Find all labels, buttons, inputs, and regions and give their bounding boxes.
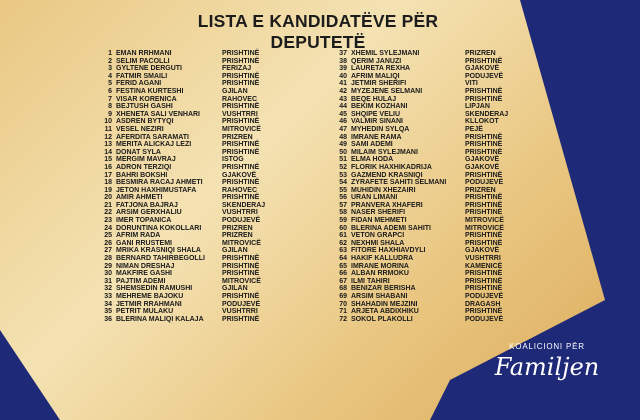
candidate-number: 18 <box>104 179 112 187</box>
candidate-name: DORUNTINA KOKOLLARI <box>116 224 202 232</box>
candidate-city: PRISHTINË <box>465 201 503 209</box>
candidate-row <box>100 65 282 73</box>
candidate-name: FATMIR SMAILI <box>116 72 168 80</box>
candidate-city: GJAKOVË <box>222 171 257 179</box>
candidate-city: PRISHTINË <box>222 315 260 323</box>
candidate-row <box>100 247 282 255</box>
candidate-row <box>335 118 525 126</box>
candidate-city: PRISHTINË <box>222 293 260 300</box>
candidate-name: ARJETA ABDIXHIKU <box>351 308 419 316</box>
candidate-row <box>335 111 525 119</box>
candidate-number: 61 <box>339 232 347 240</box>
candidate-row <box>100 50 282 58</box>
candidate-city: VUSHTRRI <box>222 110 258 118</box>
candidate-name: VISAR KORENICA <box>116 95 177 103</box>
candidate-row <box>100 202 282 210</box>
candidate-row <box>100 209 282 217</box>
candidate-city: PODUJEVË <box>465 179 504 187</box>
candidate-row <box>100 179 282 187</box>
candidate-name: SHEMSEDIN RAMUSHI <box>116 285 193 293</box>
candidate-number: 5 <box>108 80 112 88</box>
candidate-city: GJILAN <box>222 87 248 95</box>
candidate-number: 59 <box>339 217 347 225</box>
candidate-number: 15 <box>104 156 112 164</box>
candidate-name: VETON GRAPCI <box>351 232 405 240</box>
candidate-number: 25 <box>104 232 112 240</box>
candidate-row <box>335 96 525 104</box>
candidate-city: PRISHTINË <box>465 95 503 103</box>
candidate-number: 57 <box>339 201 347 209</box>
candidate-row <box>100 164 282 172</box>
candidate-city: PRISHTINË <box>465 285 503 293</box>
candidate-row <box>100 126 282 134</box>
candidate-name: QERIM JANUZI <box>351 57 402 65</box>
candidate-number: 42 <box>339 87 347 95</box>
candidate-name: BEQË HULAJ <box>351 95 397 103</box>
candidate-city: VUSHTRRI <box>465 255 501 263</box>
candidate-number: 47 <box>339 125 347 133</box>
candidate-number: 6 <box>108 87 112 95</box>
candidate-row <box>335 80 525 88</box>
candidate-name: ILMI TAHIRI <box>351 277 390 285</box>
candidate-city: MITROVICË <box>222 239 261 247</box>
candidate-name: GAZMEND KRASNIQI <box>351 171 423 179</box>
candidate-city: PRIZREN <box>222 133 253 141</box>
candidate-row <box>335 255 525 263</box>
candidate-city: PRISHTINË <box>222 118 260 126</box>
candidate-number: 2 <box>108 57 112 65</box>
candidate-number: 27 <box>104 247 112 255</box>
candidate-row <box>100 278 282 286</box>
candidate-name: FITORE HAXHIAVDYLI <box>351 247 426 255</box>
candidate-city: MITROVICË <box>465 217 504 225</box>
candidate-name: ELMA HODA <box>351 156 394 164</box>
candidate-row <box>335 308 525 316</box>
candidate-name: VALMIR SINANI <box>351 118 403 126</box>
candidate-list-left <box>100 50 282 323</box>
candidate-number: 17 <box>104 171 112 179</box>
candidate-number: 67 <box>339 277 347 285</box>
candidate-name: SHQIPE VELIU <box>351 110 401 118</box>
candidate-number: 63 <box>339 247 347 255</box>
candidate-name: NIMAN DRESHAJ <box>116 262 175 270</box>
candidate-city: VITI <box>465 80 478 88</box>
candidate-city: PRIZREN <box>222 232 253 240</box>
candidate-name: BEKIM KOZHANI <box>351 103 408 111</box>
candidate-number: 45 <box>339 110 347 118</box>
candidate-city: PRISHTINË <box>222 80 260 88</box>
candidate-number: 37 <box>339 50 347 57</box>
candidate-number: 29 <box>104 262 112 270</box>
candidate-number: 36 <box>104 315 112 323</box>
candidate-number: 68 <box>339 285 347 293</box>
candidate-city: KLLOKOT <box>465 118 499 126</box>
candidate-row <box>335 65 525 73</box>
candidate-city: PRISHTINË <box>222 255 260 263</box>
candidate-number: 26 <box>104 239 112 247</box>
candidate-city: PRISHTINË <box>465 270 503 278</box>
candidate-name: XHENETA SALI VENHARI <box>116 110 201 118</box>
candidate-number: 34 <box>104 300 112 308</box>
candidate-number: 49 <box>339 141 347 149</box>
candidate-name: SELIM PACOLLI <box>116 57 170 65</box>
candidate-name: GYLTENE DERGUTI <box>116 65 182 73</box>
candidate-row <box>100 58 282 66</box>
candidate-number: 8 <box>108 103 112 111</box>
candidate-name: BLERINA ADEMI SAHITI <box>351 224 431 232</box>
candidate-number: 70 <box>339 300 347 308</box>
candidate-city: PRISHTINË <box>222 141 260 149</box>
candidate-city: GJAKOVË <box>465 163 500 171</box>
candidate-name: PRANVERA XHAFERI <box>351 201 423 209</box>
candidate-city: SKENDERAJ <box>222 201 266 209</box>
candidate-city: LIPJAN <box>465 103 490 111</box>
candidate-name: MUHIDIN XHEZAIRI <box>351 186 416 194</box>
candidate-name: JETMIR SHERIFI <box>351 80 407 88</box>
candidate-city: FERIZAJ <box>222 65 252 73</box>
candidate-row <box>100 194 282 202</box>
candidate-name: AFRIM RADA <box>116 232 161 240</box>
candidate-row <box>335 141 525 149</box>
candidate-number: 44 <box>339 103 347 111</box>
candidate-number: 23 <box>104 217 112 225</box>
candidate-name: FIDAN MEHMETI <box>351 217 407 225</box>
candidate-number: 71 <box>339 308 347 316</box>
candidate-city: PRISHTINË <box>222 57 260 65</box>
candidate-number: 39 <box>339 65 347 73</box>
candidate-name: BESMIRA RACAJ AHMETI <box>116 179 203 187</box>
candidate-city: VUSHTRRI <box>222 308 258 316</box>
candidate-number: 48 <box>339 133 347 141</box>
candidate-row <box>100 308 282 316</box>
candidate-city: PRISHTINË <box>222 163 260 171</box>
candidate-row <box>100 88 282 96</box>
candidate-name: VESEL NEZIRI <box>116 125 164 133</box>
candidate-name: BEJTUSH GASHI <box>116 103 173 111</box>
candidate-name: HAKIF KALLUDRA <box>351 255 414 263</box>
candidate-row <box>335 217 525 225</box>
candidate-city: PODUJEVË <box>222 217 261 225</box>
candidate-row <box>335 247 525 255</box>
candidate-number: 50 <box>339 148 347 156</box>
candidate-row <box>100 240 282 248</box>
candidate-city: RAHOVEC <box>222 186 258 194</box>
candidate-name: AFRIM MALIQI <box>351 72 400 80</box>
candidate-number: 21 <box>104 201 112 209</box>
candidate-row <box>100 285 282 293</box>
candidate-row <box>335 232 525 240</box>
candidate-name: SOKOL PLAKOLLI <box>351 315 413 323</box>
candidate-name: JETMIR RRAHMANI <box>116 300 182 308</box>
candidate-city: GJILAN <box>222 285 248 293</box>
candidate-number: 56 <box>339 194 347 202</box>
candidate-number: 72 <box>339 315 347 323</box>
candidate-row <box>335 88 525 96</box>
candidate-row <box>100 172 282 180</box>
candidate-number: 4 <box>108 72 112 80</box>
candidate-city: VUSHTRRI <box>222 209 258 217</box>
candidate-number: 38 <box>339 57 347 65</box>
candidate-city: PRISHTINË <box>465 57 503 65</box>
candidate-name: MAKFIRE GASHI <box>116 270 172 278</box>
candidate-name: SAMI ADEMI <box>351 141 393 149</box>
candidate-city: GJAKOVË <box>465 65 500 73</box>
candidate-number: 40 <box>339 72 347 80</box>
candidate-name: LAURETA REXHA <box>351 65 411 73</box>
candidate-city: PRISHTINË <box>465 87 503 95</box>
candidate-name: PAJTIM ADEMI <box>116 277 166 285</box>
candidate-city: PRISHTINË <box>222 179 260 187</box>
candidate-row <box>100 225 282 233</box>
candidate-number: 28 <box>104 255 112 263</box>
candidate-name: BLERINA MALIQI KALAJA <box>116 315 204 323</box>
candidate-city: MITROVICË <box>222 277 261 285</box>
candidate-row <box>100 270 282 278</box>
candidate-number: 41 <box>339 80 347 88</box>
candidate-row <box>100 217 282 225</box>
candidate-number: 19 <box>104 186 112 194</box>
candidate-number: 58 <box>339 209 347 217</box>
candidate-name: FESTINA KURTESHI <box>116 87 184 95</box>
candidate-name: NEXHMI SHALA <box>351 239 405 247</box>
candidate-number: 60 <box>339 224 347 232</box>
candidate-row <box>100 134 282 142</box>
candidate-name: BENIZAR BERISHA <box>351 285 416 293</box>
candidate-row <box>100 255 282 263</box>
candidate-city: PRISHTINË <box>465 194 503 202</box>
candidate-name: URAN LIMANI <box>351 194 398 202</box>
candidate-number: 54 <box>339 179 347 187</box>
candidate-name: AFËRDITA SARAMATI <box>116 133 189 141</box>
candidate-row <box>100 156 282 164</box>
candidate-city: PRISHTINË <box>465 239 503 247</box>
candidate-name: XHEMIL SYLEJMANI <box>351 50 420 57</box>
candidate-city: PRISHTINË <box>222 103 260 111</box>
candidate-name: ASDREN BYTYQI <box>116 118 174 126</box>
candidate-number: 46 <box>339 118 347 126</box>
candidate-name: IMER TOPANICA <box>116 217 172 225</box>
page-title: LISTA E KANDIDATËVE PËR DEPUTETË <box>197 11 439 52</box>
candidate-city: PODUJEVË <box>465 315 504 323</box>
candidate-number: 3 <box>108 65 112 73</box>
candidate-number: 11 <box>104 125 112 133</box>
candidate-number: 55 <box>339 186 347 194</box>
candidate-number: 64 <box>339 255 347 263</box>
candidate-number: 66 <box>339 270 347 278</box>
candidate-row <box>100 141 282 149</box>
candidate-name: MERITA ALICKAJ LEZI <box>116 141 192 149</box>
candidate-name: ALBAN RRMOKU <box>351 270 409 278</box>
candidate-number: 10 <box>104 118 112 126</box>
candidate-number: 1 <box>108 50 112 57</box>
candidate-name: ADRON TERZIQI <box>116 163 172 171</box>
candidate-number: 32 <box>104 285 112 293</box>
candidate-name: AMIR AHMETI <box>116 194 163 202</box>
candidate-name: IMRANE MORINA <box>351 262 409 270</box>
candidate-city: PRISHTINË <box>222 194 260 202</box>
candidate-city: PRISHTINË <box>222 270 260 278</box>
candidate-name: FLORIK HAXHIKADRIJA <box>351 163 432 171</box>
candidate-city: PRIZREN <box>465 186 496 194</box>
candidate-row <box>335 156 525 164</box>
logo-line-2: Familjen <box>494 353 600 381</box>
candidate-city: PODUJEVË <box>222 300 261 308</box>
candidate-number: 52 <box>339 163 347 171</box>
candidate-city: PRISHTINË <box>465 148 503 156</box>
candidate-city: PRIZREN <box>222 224 253 232</box>
candidate-name: MEHREME BAJOKU <box>116 293 184 300</box>
candidate-row <box>335 172 525 180</box>
candidate-row <box>100 103 282 111</box>
candidate-name: GANI RRUSTEMI <box>116 239 172 247</box>
candidate-number: 33 <box>104 293 112 300</box>
candidate-row <box>100 316 282 324</box>
candidate-number: 62 <box>339 239 347 247</box>
candidate-row <box>335 73 525 81</box>
candidate-city: MITROVICË <box>465 224 504 232</box>
candidate-city: PRISHTINË <box>465 232 503 240</box>
candidate-number: 69 <box>339 293 347 300</box>
candidate-city: PRIZREN <box>465 50 496 57</box>
candidate-city: PRISHTINË <box>222 72 260 80</box>
candidate-row <box>100 293 282 301</box>
candidate-number: 7 <box>108 95 112 103</box>
candidate-name: DONAT SYLA <box>116 148 161 156</box>
candidate-city: PODUJEVË <box>465 72 504 80</box>
candidate-number: 12 <box>104 133 112 141</box>
candidate-row <box>335 194 525 202</box>
candidate-city: PRISHTINË <box>222 50 260 57</box>
candidate-list-right <box>335 50 525 323</box>
candidate-city: GJAKOVË <box>465 156 500 164</box>
candidate-number: 53 <box>339 171 347 179</box>
candidate-number: 14 <box>104 148 112 156</box>
candidate-row <box>335 126 525 134</box>
candidate-city: SKENDERAJ <box>465 110 509 118</box>
candidate-city: GJILAN <box>222 247 248 255</box>
candidate-city: PRISHTINË <box>465 308 503 316</box>
candidate-name: MERGIM MAVRAJ <box>116 156 176 164</box>
candidate-city: RAHOVEC <box>222 95 258 103</box>
candidate-city: PRISHTINË <box>465 277 503 285</box>
candidate-name: BERNARD TAHIRBEGOLLI <box>116 255 205 263</box>
candidate-city: PRISHTINË <box>465 209 503 217</box>
candidate-name: MYZEJENE SELMANI <box>351 87 423 95</box>
candidate-name: SHAHADIN MEJZINI <box>351 300 418 308</box>
candidate-name: MRIKA KRASNIQI SHALA <box>116 247 201 255</box>
candidate-number: 22 <box>104 209 112 217</box>
candidate-city: PRISHTINË <box>222 262 260 270</box>
candidate-name: ARSIM SHABANI <box>351 293 408 300</box>
candidate-number: 35 <box>104 308 112 316</box>
candidate-name: IMRANE RAMA <box>351 133 402 141</box>
candidate-city: PEJË <box>465 125 483 133</box>
candidate-name: NASER SHERIFI <box>351 209 406 217</box>
candidate-name: ARSIM GËRXHALIU <box>116 209 182 217</box>
logo-line-1: KOALICIONI PËR <box>509 342 585 351</box>
candidate-city: PRISHTINË <box>465 141 503 149</box>
coalition-logo <box>472 340 622 410</box>
candidate-number: 24 <box>104 224 112 232</box>
candidate-number: 65 <box>339 262 347 270</box>
candidate-number: 30 <box>104 270 112 278</box>
candidate-name: JETON HAXHIMUSTAFA <box>116 186 197 194</box>
candidate-name: EMAN RRHMANI <box>116 50 172 57</box>
candidate-name: FERID AGANI <box>116 80 162 88</box>
candidate-row <box>335 134 525 142</box>
candidate-row <box>335 316 525 324</box>
candidate-row <box>335 209 525 217</box>
candidate-number: 16 <box>104 163 112 171</box>
candidate-city: MITROVICË <box>222 125 261 133</box>
candidate-city: ISTOG <box>222 156 244 164</box>
candidate-number: 20 <box>104 194 112 202</box>
candidate-city: DRAGASH <box>465 300 501 308</box>
candidate-number: 13 <box>104 141 112 149</box>
candidate-row <box>335 270 525 278</box>
candidate-name: ZYRAFETE SAHITI SELMANI <box>351 179 447 187</box>
candidate-row <box>335 103 525 111</box>
candidate-city: PODUJEVË <box>465 293 504 300</box>
candidate-row <box>335 285 525 293</box>
candidate-number: 31 <box>104 277 112 285</box>
candidate-number: 43 <box>339 95 347 103</box>
candidate-row <box>100 80 282 88</box>
candidate-row <box>335 179 525 187</box>
candidate-row <box>335 164 525 172</box>
candidate-name: MYHEDIN SYLQA <box>351 125 410 133</box>
candidate-name: PETRIT MULAKU <box>116 308 174 316</box>
candidate-row <box>335 50 525 58</box>
candidate-name: BAHRI BOKSHI <box>116 171 168 179</box>
candidate-name: FATJONA BAJRAJ <box>116 201 178 209</box>
candidate-row <box>100 118 282 126</box>
candidate-row <box>100 301 282 309</box>
candidate-number: 9 <box>108 110 112 118</box>
candidate-city: KAMENICË <box>465 262 503 270</box>
candidate-row <box>335 293 525 301</box>
candidate-number: 51 <box>339 156 347 164</box>
candidate-city: PRISHTINË <box>465 171 503 179</box>
candidate-row <box>100 232 282 240</box>
candidate-city: PRISHTINË <box>465 133 503 141</box>
candidate-row <box>100 149 282 157</box>
candidate-city: GJAKOVË <box>465 247 500 255</box>
candidate-city: PRISHTINË <box>222 148 260 156</box>
candidate-name: MILAIM SYLEJMANI <box>351 148 418 156</box>
